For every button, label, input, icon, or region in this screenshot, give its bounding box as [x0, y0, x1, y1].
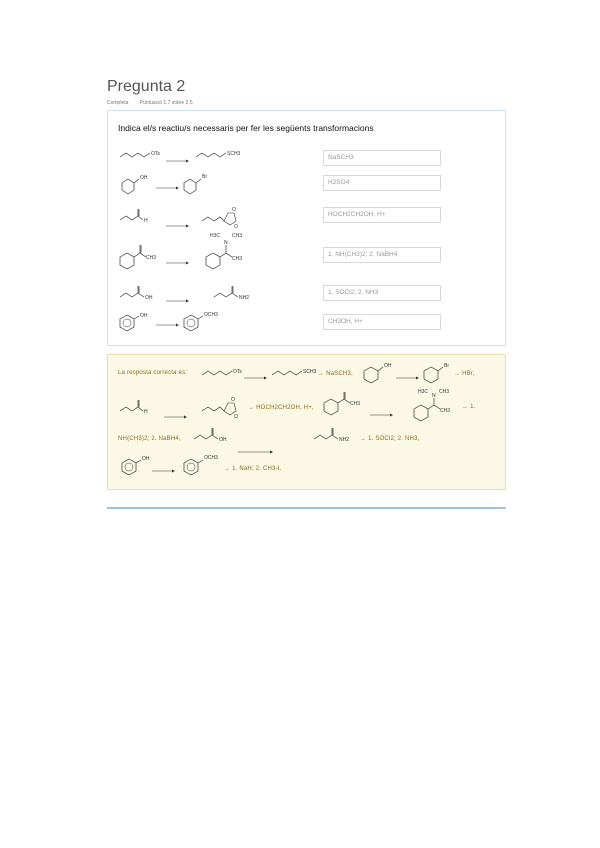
fb-label-oh-1: OH — [384, 363, 392, 369]
question-title: Pregunta 2 — [107, 78, 186, 95]
fb-label-o-1: O — [231, 397, 235, 403]
fb-arrow-1 — [244, 375, 268, 381]
transformation-row-6 — [108, 309, 505, 339]
fb-label-nh2: NH2 — [339, 437, 350, 443]
fb-label-br: Br — [444, 363, 449, 369]
product-label-6: OCH3 — [204, 312, 218, 318]
product-label-3b: O — [234, 224, 238, 230]
reaction-scheme-6 — [116, 309, 316, 339]
fb-ots-structure — [200, 363, 250, 383]
fb-ketone-structure — [322, 389, 362, 421]
product-label-3a: O — [232, 207, 236, 213]
fb-acetal-structure — [200, 393, 250, 421]
answer-field-2[interactable]: H2SO4 — [323, 175, 441, 191]
product-label-2: Br — [202, 174, 207, 180]
fb-arrow-6 — [152, 468, 176, 474]
fb-phenol-structure — [118, 453, 154, 479]
reactant-label-3: H — [144, 218, 148, 224]
fb-label-o-2: O — [234, 414, 238, 420]
fb-acid-structure — [192, 425, 236, 447]
fb-arrow-2 — [396, 375, 420, 381]
product-label-5: NH2 — [239, 295, 250, 301]
feedback-answer-2: → HBr, — [454, 371, 475, 377]
fb-label-oh-3: OH — [142, 456, 150, 462]
fb-arrow-3 — [164, 414, 188, 420]
fb-label-ots: OTs — [233, 369, 242, 375]
product-label-4a: H3C — [210, 233, 221, 239]
feedback-intro: La resposta correcta és: — [118, 370, 188, 376]
fb-bromocyclohexane-structure — [422, 361, 452, 387]
answer-field-5[interactable]: 1. SOCl2; 2. NH3 — [323, 285, 441, 301]
answer-field-6[interactable]: CH3OH, H+ — [323, 314, 441, 330]
reactant-label-5: OH — [145, 295, 153, 301]
fb-amide-structure — [312, 425, 356, 447]
product-label-4b: N — [224, 240, 228, 246]
question-meta — [107, 100, 203, 106]
reaction-scheme-3 — [116, 203, 316, 233]
fb-sch3-structure — [270, 363, 320, 383]
feedback-answer-4a: → 1. — [462, 404, 476, 410]
fb-label-n: N — [432, 393, 436, 399]
fb-amine-structure — [410, 387, 460, 427]
section-divider — [107, 507, 506, 509]
question-box — [107, 110, 506, 346]
reaction-scheme-4 — [116, 233, 316, 273]
fb-label-sch3: SCH3 — [303, 369, 317, 375]
fb-label-oh-2: OH — [219, 437, 227, 443]
fb-label-h3c: H3C — [418, 389, 429, 395]
reactant-label-2: OH — [140, 175, 148, 181]
fb-arrow-5 — [238, 449, 274, 455]
fb-label-ch3-3: CH3 — [440, 408, 451, 414]
reactant-label-6: OH — [140, 313, 148, 319]
answer-field-3[interactable]: HOCH2CH2OH, H+ — [323, 207, 441, 223]
feedback-answer-5: → 1. SOCl2; 2. NH3, — [360, 436, 420, 442]
question-status: Completa — [107, 100, 129, 106]
fb-aldehyde-structure — [118, 395, 158, 419]
reaction-scheme-2 — [116, 171, 316, 201]
transformation-row-2 — [108, 171, 505, 201]
answer-field-1[interactable]: NaSCH3 — [323, 150, 441, 166]
feedback-answer-3: → HOCH2CH2OH, H+, — [248, 405, 314, 411]
reactant-label-1: OTs — [151, 151, 160, 157]
question-prompt: Indica el/s reactiu/s necessaris per fer les següents transformacions — [118, 123, 374, 133]
feedback-answer-6: → 1. NaH; 2. CH3-I. — [224, 466, 282, 472]
fb-arrow-4 — [370, 412, 394, 418]
fb-label-ch3-2: CH3 — [439, 389, 450, 395]
feedback-answer-1: → NaSCH3, — [318, 371, 353, 377]
feedback-answer-4b: NH(CH3)2; 2. NaBH4, — [118, 436, 181, 442]
feedback-box — [107, 354, 506, 490]
product-label-1: SCH3 — [227, 151, 241, 157]
transformation-row-4 — [108, 233, 505, 263]
reactant-label-4: CH3 — [146, 255, 157, 261]
fb-anisole-structure — [180, 453, 224, 479]
fb-cyclohexanol-structure — [362, 361, 392, 387]
product-label-4c: CH3 — [232, 233, 243, 239]
fb-label-och3: OCH3 — [204, 455, 218, 461]
question-score: Puntuació 1,7 sobre 2,5 — [139, 100, 193, 106]
fb-label-h: H — [144, 409, 148, 415]
transformation-row-3 — [108, 203, 505, 233]
product-label-4d: CH3 — [232, 256, 243, 262]
answer-field-4[interactable]: 1. NH(CH3)2; 2. NaBH4 — [323, 247, 441, 263]
fb-label-ch3-1: CH3 — [350, 401, 361, 407]
